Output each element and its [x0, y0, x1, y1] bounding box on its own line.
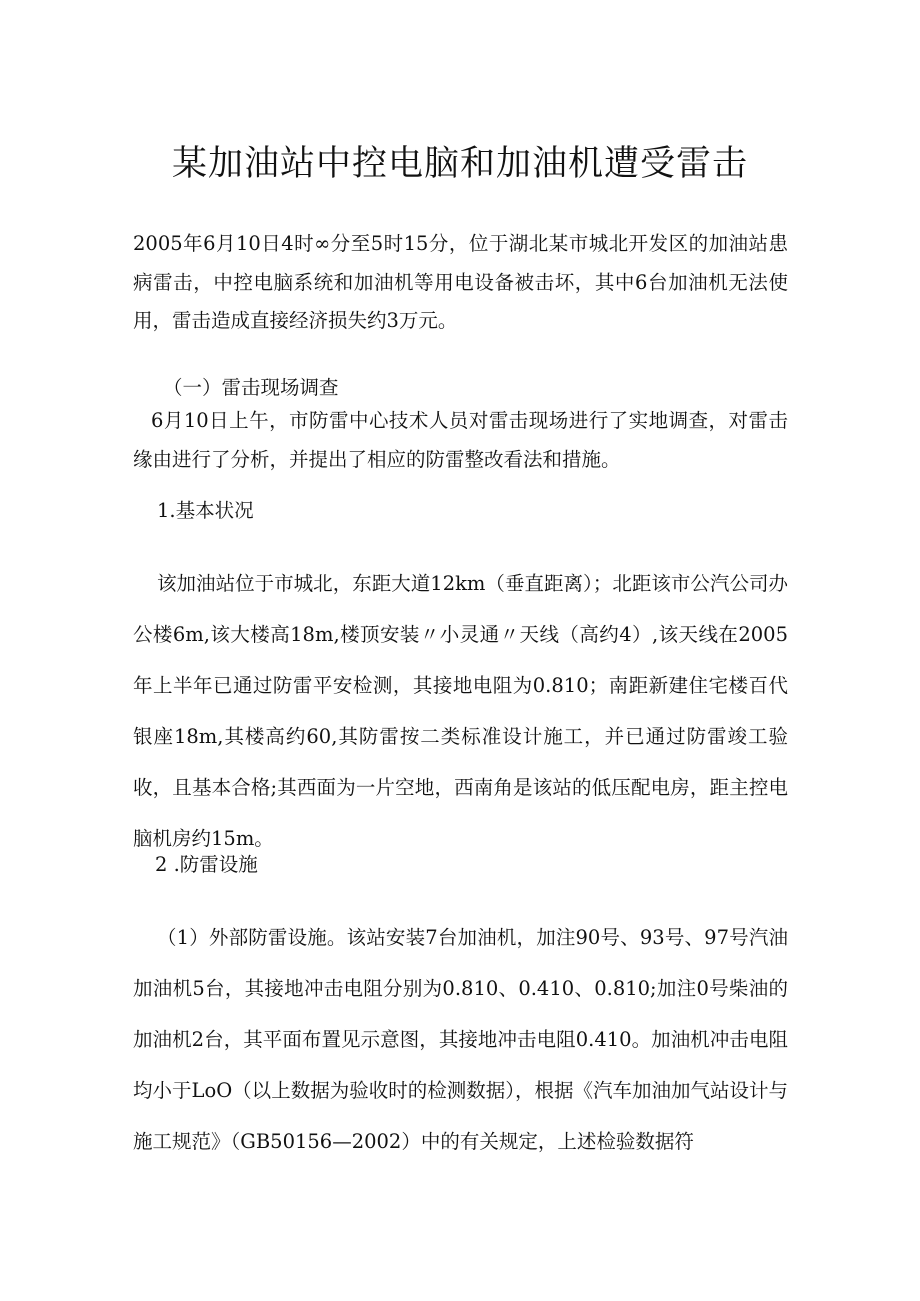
basic-status-heading: 1.基本状况: [157, 499, 254, 522]
survey-paragraph: 6月10日上午，市防雷中心技术人员对雷击现场进行了实地调查，对雷击缘由进行了分析，并提出了相应的防雷整改看法和措施。: [133, 409, 788, 471]
intro-paragraph: 2005年6月10日4时∞分至5时15分，位于湖北某市城北开发区的加油站患病雷击，中控电脑系统和加油机等用电设备被击坏，其中6台加油机无法使用，雷击造成直接经济损失约3万元。: [133, 232, 788, 332]
survey-section-heading: （一）雷击现场调查: [163, 376, 339, 399]
lightning-facilities-heading: 2 .防雷设施: [155, 853, 258, 876]
basic-status-paragraph: 该加油站位于市城北，东距大道12km（垂直距离）；北距该市公汽公司办公楼6m,该大楼高18m,楼顶安装〃小灵通〃天线（高约4）,该天线在2005年上半年已通过防雷平安检测，其接地电阻为0.810；南距新建住宅楼百代银座18m,其楼高约60,其防雷按二类标准设计施工，并已通过防雷竣工验收，且基本合格;其西面为一片空地，西南角是该站的低压配电房，距主控电脑机房约15m。: [133, 572, 788, 850]
external-protection-paragraph: （1）外部防雷设施。该站安装7台加油机，加注90号、93号、97号汽油加油机5台，其接地冲击电阻分别为0.810、0.410、0.810;加注0号柴油的加油机2台，其平面布置见示意图，其接地冲击电阻0.410。加油机冲击电阻均小于LoO（以上数据为验收时的检测数据），根据《汽车加油加气站设计与施工规范》（GB50156—2002）中的有关规定，上述检验数据符: [133, 926, 788, 1153]
document-title: 某加油站中控电脑和加油机遭受雷击: [171, 144, 748, 184]
